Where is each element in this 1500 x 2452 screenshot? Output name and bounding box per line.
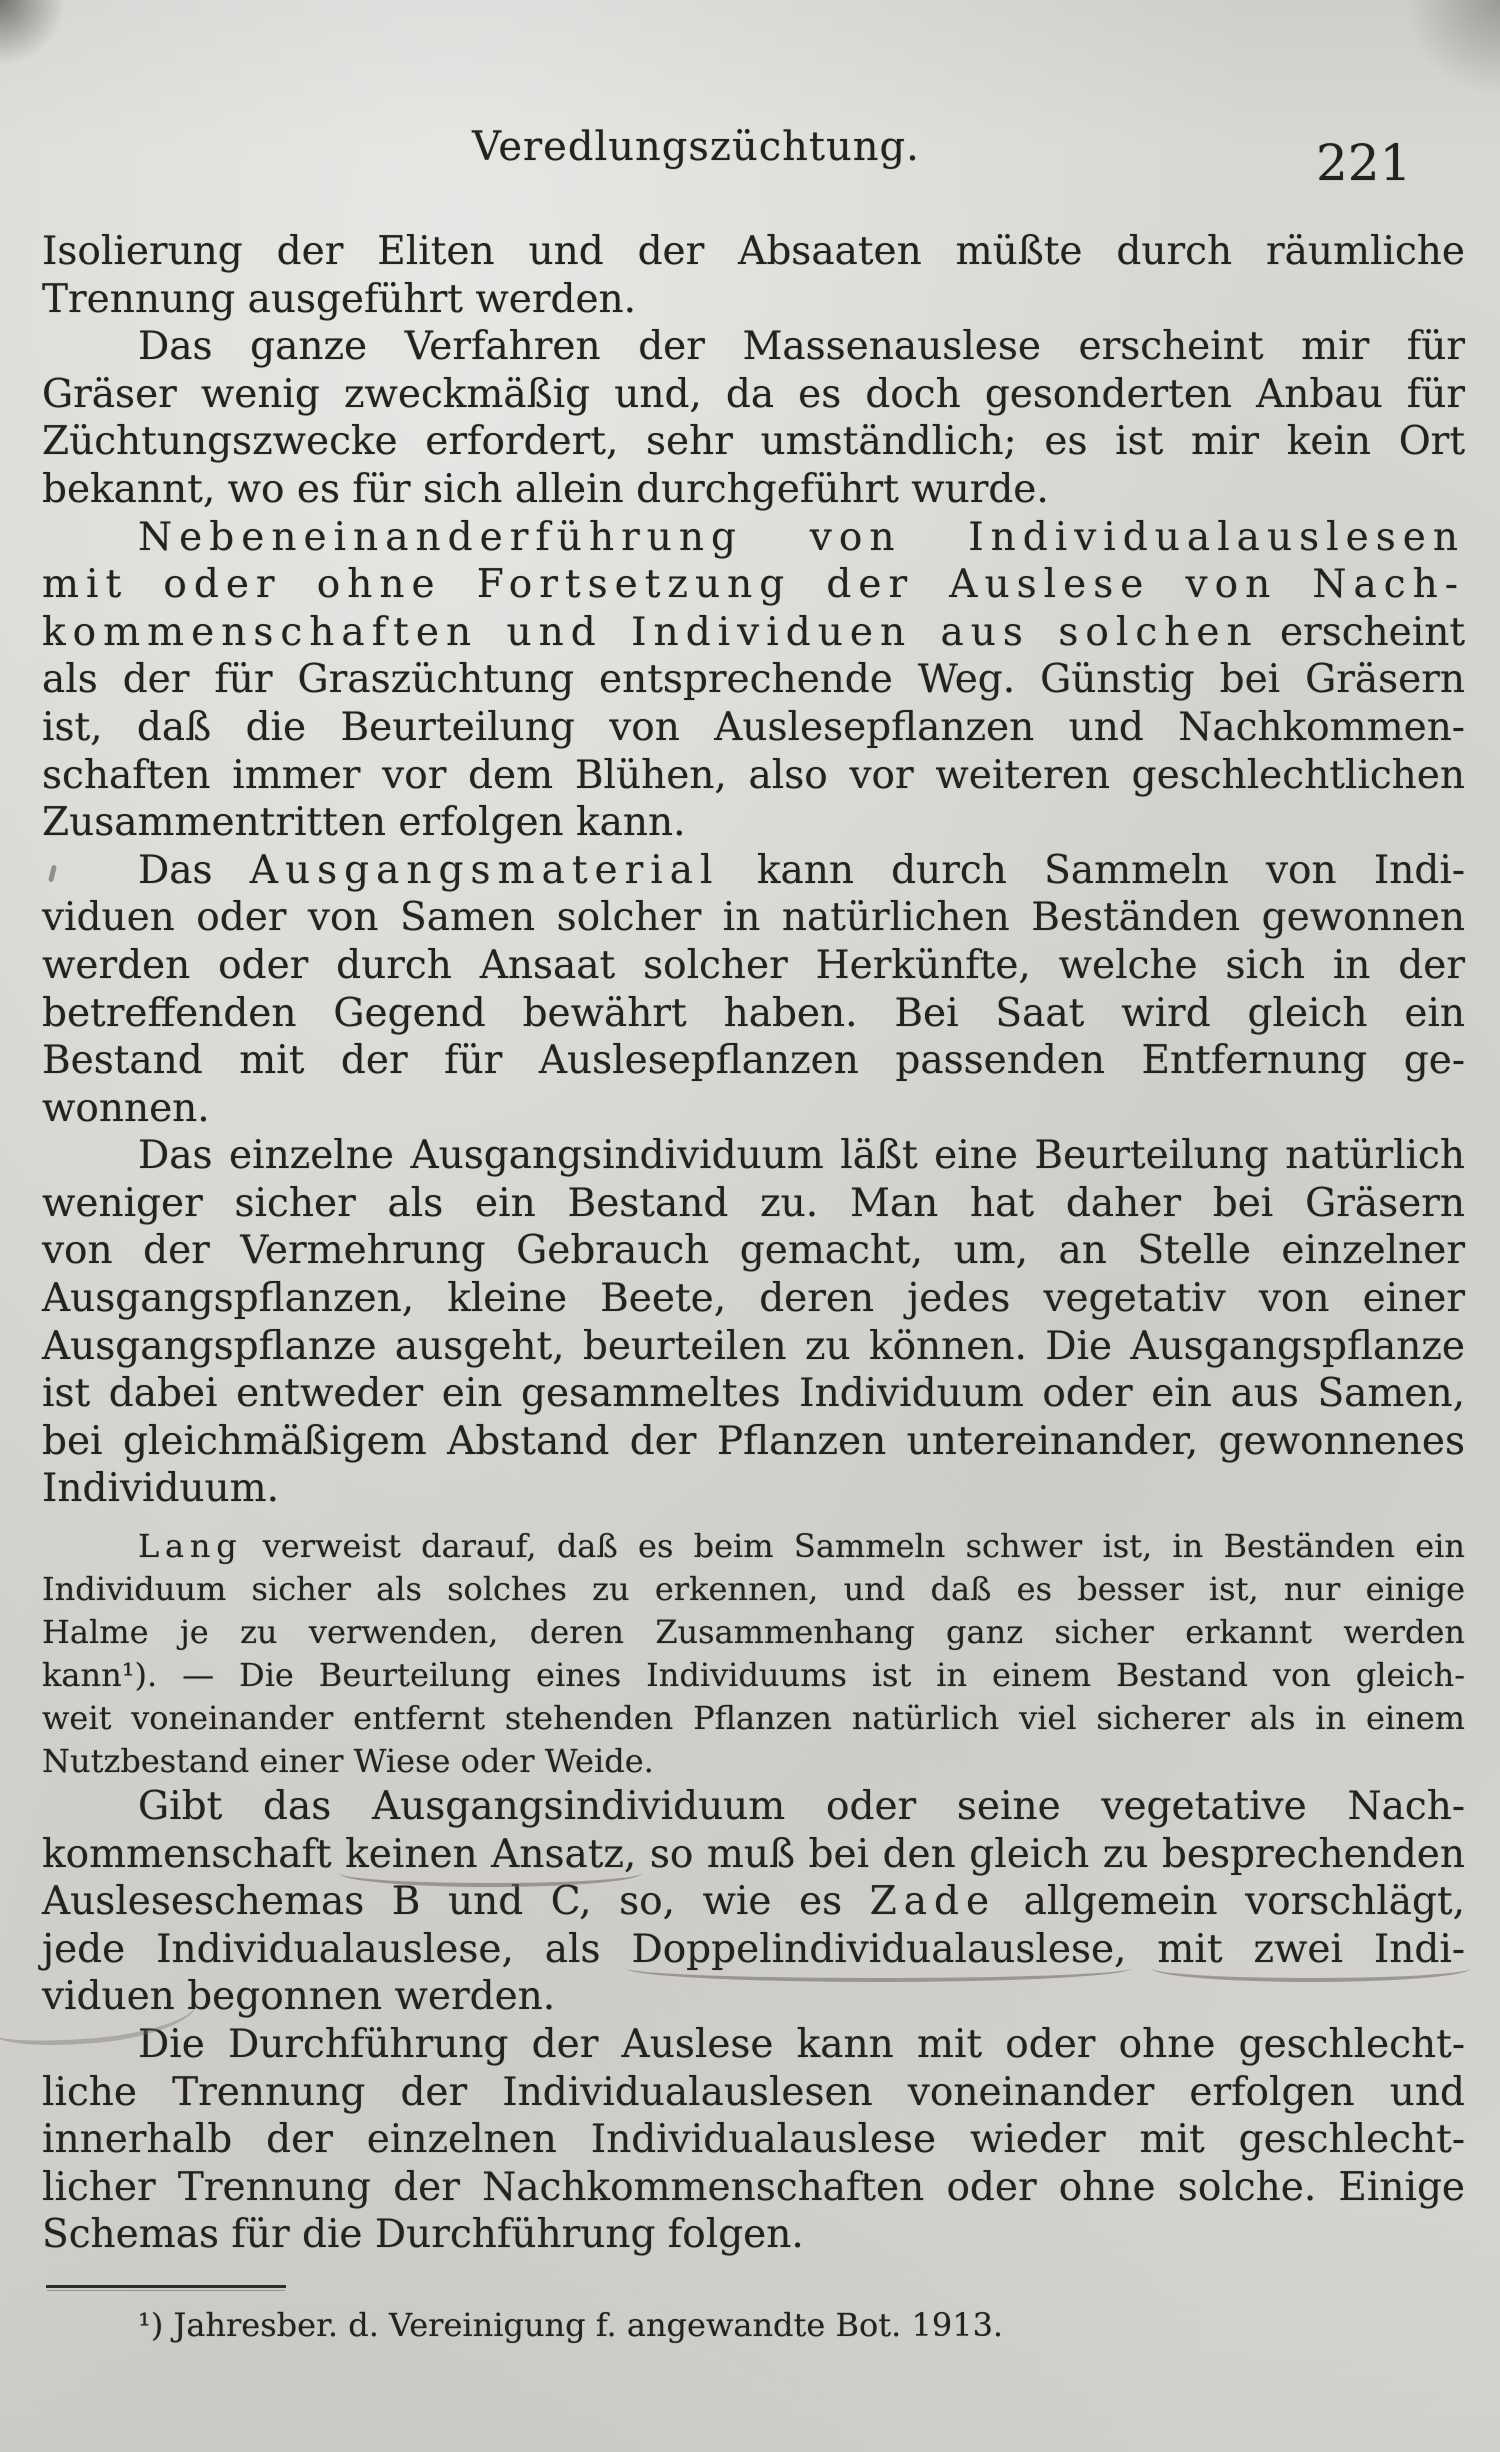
- text-line: [42, 704, 1465, 752]
- paragraph: [42, 514, 1465, 847]
- text-segment: Ausleseschemas B und C, so, wie es: [42, 1879, 870, 1925]
- footnote-rule: [46, 2285, 286, 2288]
- paragraph: [42, 228, 1465, 323]
- text-segment: Individuum sicher als solches zu erkennen, und daß es besser ist, nur einige: [42, 1570, 1465, 1609]
- text-segment: jede Individualauslese, als: [42, 1926, 632, 1972]
- text-line: [42, 561, 1465, 609]
- text-segment: wonnen.: [42, 1085, 210, 1131]
- text-line: [42, 752, 1465, 800]
- text-segment: verweist darauf, daß es beim Sammeln schwer ist, in Beständen ein: [242, 1527, 1465, 1566]
- text-segment: Züchtungszwecke erfordert, sehr umständlich; es ist mir kein Ort: [42, 419, 1465, 465]
- text-segment: Ausgangsmaterial: [249, 847, 720, 893]
- text-segment: viduen begonnen werden.: [42, 1974, 556, 2020]
- text-segment: kommenschaften und Individuen aus solchen: [42, 609, 1259, 655]
- text-segment: werden oder durch Ansaat solcher Herkünfte, welche sich in der: [42, 942, 1465, 988]
- pencil-underlined-text: mit zwei Indi-: [1157, 1926, 1465, 1972]
- text-segment: liche Trennung der Individualauslesen voneinander erfolgen und: [42, 2069, 1465, 2115]
- text-segment: weniger sicher als ein Bestand zu. Man hat daher bei Gräsern: [42, 1180, 1465, 1226]
- paragraph: [42, 323, 1465, 513]
- text-segment: von der Vermehrung Gebrauch gemacht, um, an Stelle einzelner: [42, 1228, 1465, 1274]
- text-segment: Das einzelne Ausgangsindividuum läßt eine Beurteilung natürlich: [138, 1133, 1465, 1179]
- text-segment: Nutzbestand einer Wiese oder Weide.: [42, 1742, 654, 1781]
- text-line: [42, 371, 1465, 419]
- text-line: [42, 894, 1465, 942]
- text-segment: Zade: [869, 1879, 997, 1925]
- text-segment: schaften immer vor dem Blühen, also vor weiteren geschlechtlichen: [42, 752, 1465, 798]
- text-line: [42, 2211, 1465, 2259]
- text-line: [42, 1323, 1465, 1371]
- text-segment: Halme je zu verwenden, deren Zusammenhang ganz sicher erkannt werden: [42, 1613, 1465, 1652]
- text-segment: Das: [138, 847, 250, 893]
- text-line: [42, 1525, 1465, 1568]
- text-line: [42, 466, 1465, 514]
- pencil-underlined-text: keinen Ansatz,: [345, 1831, 637, 1877]
- text-segment: Nebeneinanderführung von Individualauslesen: [138, 514, 1465, 560]
- text-line: [42, 2164, 1465, 2212]
- text-line: [42, 1654, 1465, 1697]
- text-segment: Isolierung der Eliten und der Absaaten müßte durch räumliche: [42, 229, 1465, 274]
- text-line: [42, 2069, 1465, 2117]
- text-line: [42, 990, 1465, 1038]
- text-line: [42, 1611, 1465, 1654]
- text-line: [42, 1418, 1465, 1466]
- text-line: [42, 1132, 1465, 1180]
- text-segment: Ausgangspflanze ausgeht, beurteilen zu können. Die Ausgangspflanze: [42, 1323, 1465, 1369]
- text-line: [42, 1783, 1465, 1831]
- running-title: Veredlungszüchtung.: [472, 124, 920, 170]
- paragraph: [42, 1132, 1465, 1513]
- text-segment: ist dabei entweder ein gesammeltes Individuum oder ein aus Samen,: [42, 1371, 1465, 1417]
- paragraph: [42, 1525, 1465, 1783]
- text-segment: Trennung ausgeführt werden.: [42, 276, 637, 322]
- footnote: ¹) Jahresber. d. Vereinigung f. angewandte Bot. 1913.: [138, 2305, 1004, 2344]
- paragraph: [42, 2021, 1465, 2259]
- text-line: [42, 1697, 1465, 1740]
- text-segment: Individuum.: [42, 1466, 280, 1512]
- pencil-underlined-text: Doppelindividualauslese,: [631, 1926, 1127, 1972]
- text-segment: erscheint: [1258, 609, 1466, 655]
- text-line: [42, 1370, 1465, 1418]
- text-segment: Zusammentritten erfolgen kann.: [42, 800, 686, 846]
- text-line: [42, 2021, 1465, 2069]
- text-segment: als der für Graszüchtung entsprechende Weg. Günstig bei Gräsern: [42, 657, 1465, 703]
- text-line: [42, 847, 1465, 895]
- text-segment: ist, daß die Beurteilung von Auslesepflanzen und Nachkommen-: [42, 704, 1465, 750]
- text-line: [42, 1085, 1465, 1133]
- text-segment: bekannt, wo es für sich allein durchgeführt wurde.: [42, 466, 1049, 512]
- text-line: [42, 1275, 1465, 1323]
- text-line: [42, 1227, 1465, 1275]
- text-line: [42, 656, 1465, 704]
- text-segment: Bestand mit der für Auslesepflanzen passenden Entfernung ge-: [42, 1038, 1465, 1084]
- text-segment: Schemas für die Durchführung folgen.: [42, 2212, 804, 2258]
- text-segment: betreffenden Gegend bewährt haben. Bei Saat wird gleich ein: [42, 990, 1465, 1036]
- text-segment: kann durch Sammeln von Indi-: [719, 847, 1465, 893]
- text-segment: bei gleichmäßigem Abstand der Pflanzen untereinander, gewonnenes: [42, 1418, 1465, 1464]
- text-line: [42, 276, 1465, 324]
- text-line: [42, 228, 1465, 276]
- text-segment: weit voneinander entfernt stehenden Pflanzen natürlich viel sicherer als in einem: [42, 1699, 1465, 1738]
- text-segment: Ausgangspflanzen, kleine Beete, deren jedes vegetativ von einer: [42, 1276, 1465, 1322]
- text-line: [42, 1180, 1465, 1228]
- text-segment: licher Trennung der Nachkommenschaften oder ohne solche. Einige: [42, 2164, 1465, 2210]
- text-segment: innerhalb der einzelnen Individualauslese wieder mit geschlecht-: [42, 2117, 1465, 2163]
- text-line: [42, 1568, 1465, 1611]
- text-line: [42, 418, 1465, 466]
- text-segment: viduen oder von Samen solcher in natürlichen Beständen gewonnen: [42, 895, 1465, 941]
- text-line: [42, 1037, 1465, 1085]
- text-segment: Lang: [138, 1527, 243, 1566]
- text-segment: kann¹). — Die Beurteilung eines Individuums ist in einem Bestand von gleich-: [42, 1656, 1465, 1695]
- text-line: [42, 323, 1465, 371]
- text-segment: mit oder ohne Fortsetzung der Auslese von Nach-: [42, 562, 1465, 608]
- text-line: [42, 1831, 1465, 1879]
- text-line: [42, 2116, 1465, 2164]
- text-segment: so muß bei den gleich zu besprechenden: [636, 1831, 1465, 1877]
- text-line: [42, 942, 1465, 990]
- paragraph: [42, 1783, 1465, 2021]
- text-line: [42, 1465, 1465, 1513]
- text-segment: Die Durchführung der Auslese kann mit oder ohne geschlecht-: [138, 2022, 1465, 2067]
- page-number: 221: [1316, 134, 1412, 192]
- text-segment: Gräser wenig zweckmäßig und, da es doch gesonderten Anbau für: [42, 371, 1465, 417]
- text-block: [42, 228, 1465, 2347]
- text-line: [42, 1740, 1465, 1783]
- text-segment: kommenschaft: [42, 1831, 346, 1877]
- text-line: [42, 514, 1465, 562]
- text-segment: allgemein vorschlägt,: [996, 1879, 1465, 1925]
- text-line: [42, 1878, 1465, 1926]
- text-segment: Gibt das Ausgangsindividuum oder seine vegetative Nach-: [138, 1784, 1465, 1830]
- text-line: [42, 609, 1465, 657]
- text-line: [42, 1926, 1465, 1974]
- paragraph: [42, 847, 1465, 1133]
- text-segment: Das ganze Verfahren der Massenauslese erscheint mir für: [138, 324, 1465, 370]
- text-line: [42, 799, 1465, 847]
